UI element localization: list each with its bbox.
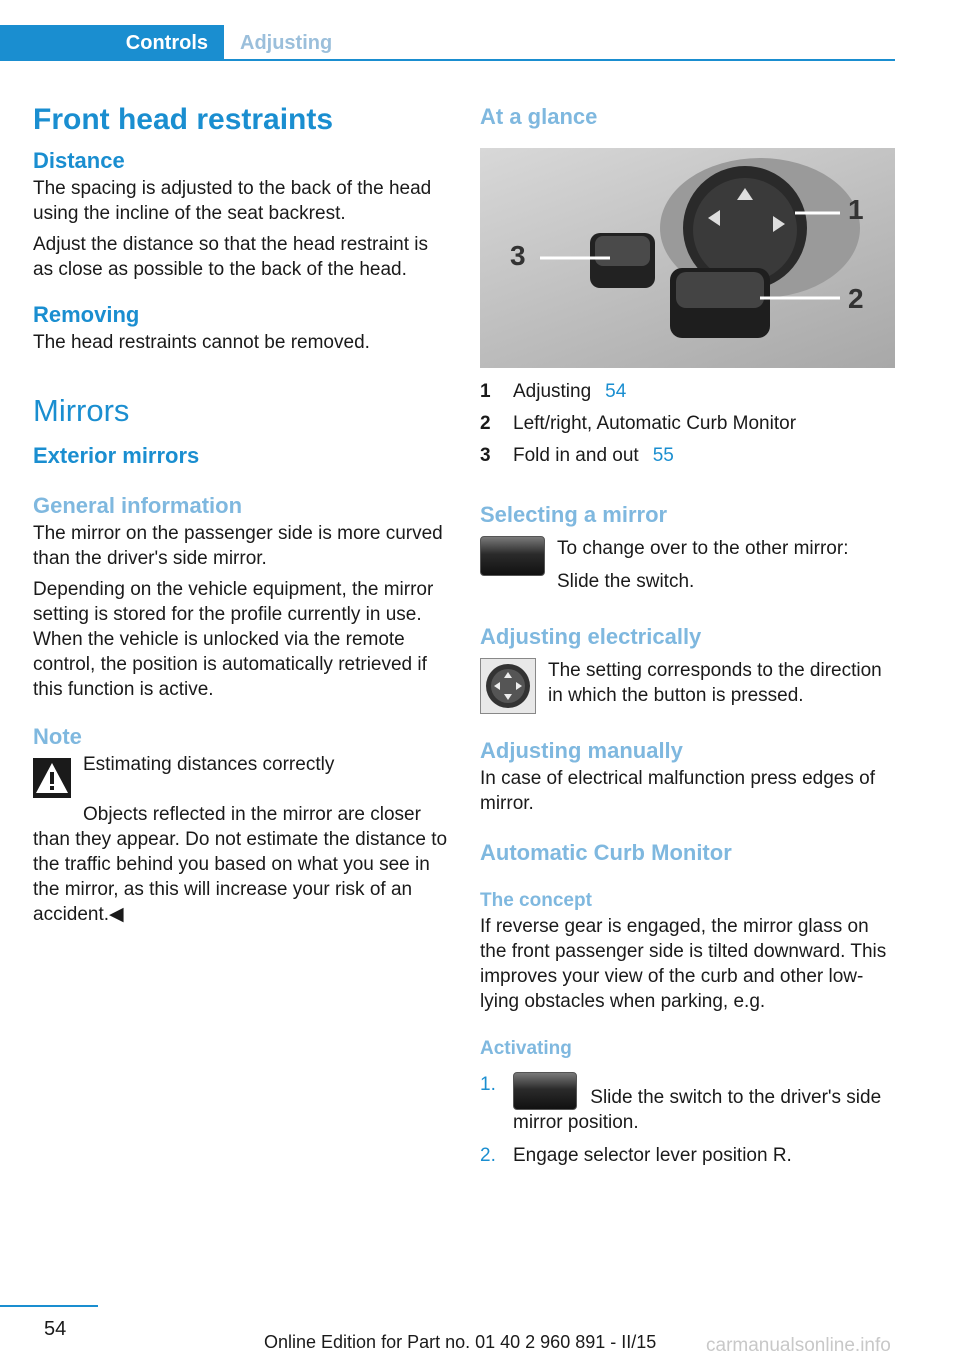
photo-label-2: 2 (848, 283, 864, 314)
selecting-mirror-heading: Selecting a mirror (480, 502, 668, 527)
watermark: carmanualsonline.info (706, 1335, 891, 1356)
exterior-mirrors-heading: Exterior mirrors (33, 443, 200, 468)
general-info-heading: General information (33, 493, 243, 518)
legend-label: Fold in and out (513, 445, 639, 466)
selecting-text-1: To change over to the other mirror: (557, 538, 849, 559)
activating-steps (480, 1072, 898, 1168)
warning-triangle-icon (33, 758, 71, 798)
tab-controls[interactable]: Controls (0, 25, 224, 61)
edition-note: Online Edition for Part no. 01 40 2 960 891 - II/15 (264, 1332, 657, 1352)
right-column (480, 98, 898, 1176)
distance-text-1: The spacing is adjusted to the back of the head using the incline of the seat backrest. (33, 178, 432, 224)
note-first-line: Estimating distances correctly (83, 754, 335, 775)
legend-label: Adjusting (513, 381, 592, 402)
removing-text: The head restraints cannot be removed. (33, 332, 370, 353)
distance-heading: Distance (33, 148, 125, 173)
page-reference-link[interactable]: 55 (652, 445, 674, 466)
adjusting-manually-heading: Adjusting manually (480, 738, 683, 763)
section-tabs (0, 25, 895, 61)
mirror-controls-photo (480, 148, 895, 368)
left-column (33, 98, 448, 933)
photo-legend (480, 376, 898, 472)
legend-row (480, 440, 898, 472)
concept-text: If reverse gear is engaged, the mirror glass on the front passenger side is tilted downward. This improves your view of the curb and other low-lying obstacles when parking, e.g. (480, 916, 887, 1012)
general-text-2: Depending on the vehicle equipment, the mirror setting is stored for the profile currently in use. When the vehicle is unlocked via the remote control, the position is automatically retrieved if this function is active. (33, 579, 434, 700)
legend-row (480, 408, 898, 440)
manual-text: In case of electrical malfunction press edges of mirror. (480, 768, 875, 814)
removing-heading: Removing (33, 302, 140, 327)
photo-label-3: 3 (510, 240, 526, 271)
warning-note (33, 756, 448, 798)
distance-text-2: Adjust the distance so that the head restraint is as close as possible to the back of the head. (33, 234, 429, 280)
photo-label-1: 1 (848, 194, 864, 225)
legend-number: 3 (480, 445, 491, 466)
step-text: Slide the switch to the driver's side mirror position. (513, 1087, 882, 1133)
step-text: Engage selector lever position R. (513, 1145, 792, 1166)
footer-rule (0, 1305, 98, 1307)
concept-heading: The concept (480, 890, 592, 911)
list-item (480, 1072, 898, 1135)
head-restraints-title: Front head restraints (33, 103, 334, 136)
selecting-block (480, 536, 898, 600)
activating-heading: Activating (480, 1038, 572, 1059)
list-item (480, 1143, 898, 1168)
selecting-text-2: Slide the switch. (557, 571, 695, 592)
header-rule (224, 59, 895, 61)
legend-number: 1 (480, 381, 491, 402)
page-reference-link[interactable]: 54 (605, 381, 627, 402)
electric-text: The setting corresponds to the direction in which the button is pressed. (548, 660, 882, 706)
curb-monitor-heading: Automatic Curb Monitor (480, 840, 732, 865)
page-number: 54 (44, 1318, 67, 1340)
slide-switch-icon (480, 536, 545, 576)
slide-switch-icon (513, 1072, 577, 1110)
general-text-1: The mirror on the passenger side is more curved than the driver's side mirror. (33, 523, 443, 569)
mirrors-title: Mirrors (33, 393, 130, 428)
adjusting-electrically-heading: Adjusting electrically (480, 624, 702, 649)
step-number: 2. (480, 1145, 496, 1166)
tab-adjusting[interactable]: Adjusting (240, 31, 333, 54)
at-a-glance-heading: At a glance (480, 104, 598, 129)
legend-row (480, 376, 898, 408)
electric-block (480, 658, 898, 714)
legend-label: Left/right, Automatic Curb Monitor (513, 413, 797, 434)
legend-number: 2 (480, 413, 491, 434)
note-text: Objects reflected in the mirror are closer than they appear. Do not estimate the distance to the traffic behind you based on what you see in the mirror, as this will increase your risk of an accident.◀ (33, 804, 448, 925)
mirror-dial-icon (480, 658, 536, 714)
note-heading: Note (33, 724, 82, 749)
step-number: 1. (480, 1074, 496, 1095)
